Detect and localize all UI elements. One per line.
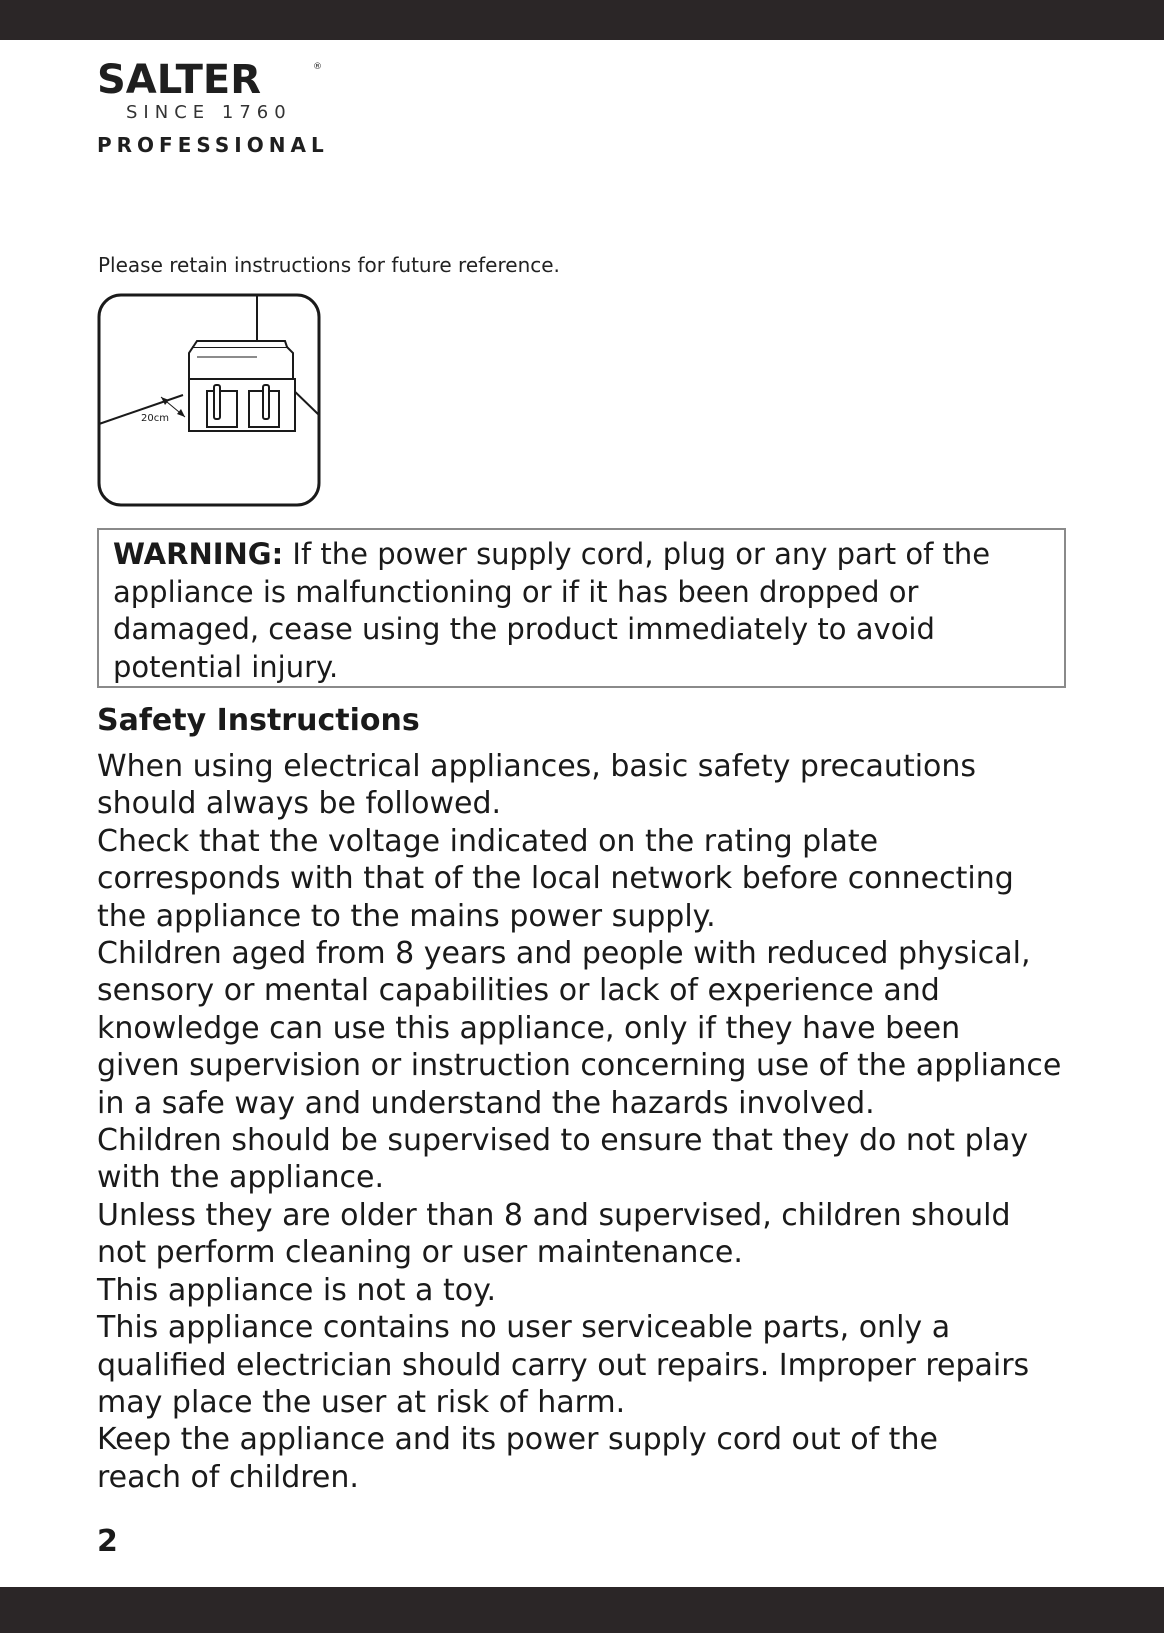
brand-logo (97, 58, 347, 162)
retain-note: Please retain instructions for future reference. (98, 253, 560, 277)
clearance-label: 20cm (141, 413, 169, 424)
safety-line: with the appliance. (97, 1160, 384, 1196)
safety-line: in a safe way and understand the hazards involved. (97, 1085, 875, 1121)
warning-label: WARNING: (113, 537, 284, 571)
safety-line: This appliance is not a toy. (97, 1272, 497, 1308)
safety-line: corresponds with that of the local network before connecting (97, 861, 1014, 897)
warning-line-2: appliance is malfunctioning or if it has been dropped or (113, 574, 919, 609)
safety-line: given supervision or instruction concerning use of the appliance (97, 1048, 1062, 1084)
safety-line: reach of children. (97, 1459, 359, 1495)
safety-line: should always be followed. (97, 786, 502, 822)
safety-line: Check that the voltage indicated on the rating plate (97, 823, 879, 859)
warning-text-1: If the power supply cord, plug or any part of the (283, 537, 991, 571)
safety-line: may place the user at risk of harm. (97, 1384, 626, 1420)
safety-line: Children should be supervised to ensure that they do not play (97, 1123, 1029, 1159)
bottom-bar (0, 1587, 1164, 1633)
safety-line: Unless they are older than 8 and supervised, children should (97, 1197, 1011, 1233)
warning-line-4: potential injury. (113, 649, 339, 684)
clearance-diagram (97, 293, 321, 507)
page-number: 2 (97, 1524, 118, 1559)
registered-mark: ® (313, 62, 322, 72)
safety-line: the appliance to the mains power supply. (97, 898, 716, 934)
safety-line: This appliance contains no user serviceable parts, only a (97, 1310, 951, 1346)
brand-subtitle: PROFESSIONAL (97, 133, 329, 157)
safety-line: Keep the appliance and its power supply cord out of the (97, 1422, 938, 1458)
warning-line-3: damaged, cease using the product immediately to avoid (113, 612, 935, 646)
brand-name: SALTER (97, 57, 262, 103)
air-fryer-icon (189, 341, 295, 431)
top-bar (0, 0, 1164, 40)
safety-line: not perform cleaning or user maintenance. (97, 1235, 743, 1271)
safety-line: Children aged from 8 years and people with reduced physical, (97, 936, 1031, 972)
warning-line-1 (113, 536, 1050, 574)
safety-line: sensory or mental capabilities or lack of experience and (97, 973, 940, 1009)
safety-line: qualified electrician should carry out repairs. Improper repairs (97, 1347, 1030, 1383)
safety-heading: Safety Instructions (97, 703, 420, 738)
brand-since: SINCE 1760 (126, 102, 292, 123)
safety-line: knowledge can use this appliance, only if they have been (97, 1010, 961, 1046)
safety-body (97, 748, 1097, 1496)
safety-line: When using electrical appliances, basic safety precautions (97, 749, 977, 784)
warning-box (97, 528, 1066, 688)
